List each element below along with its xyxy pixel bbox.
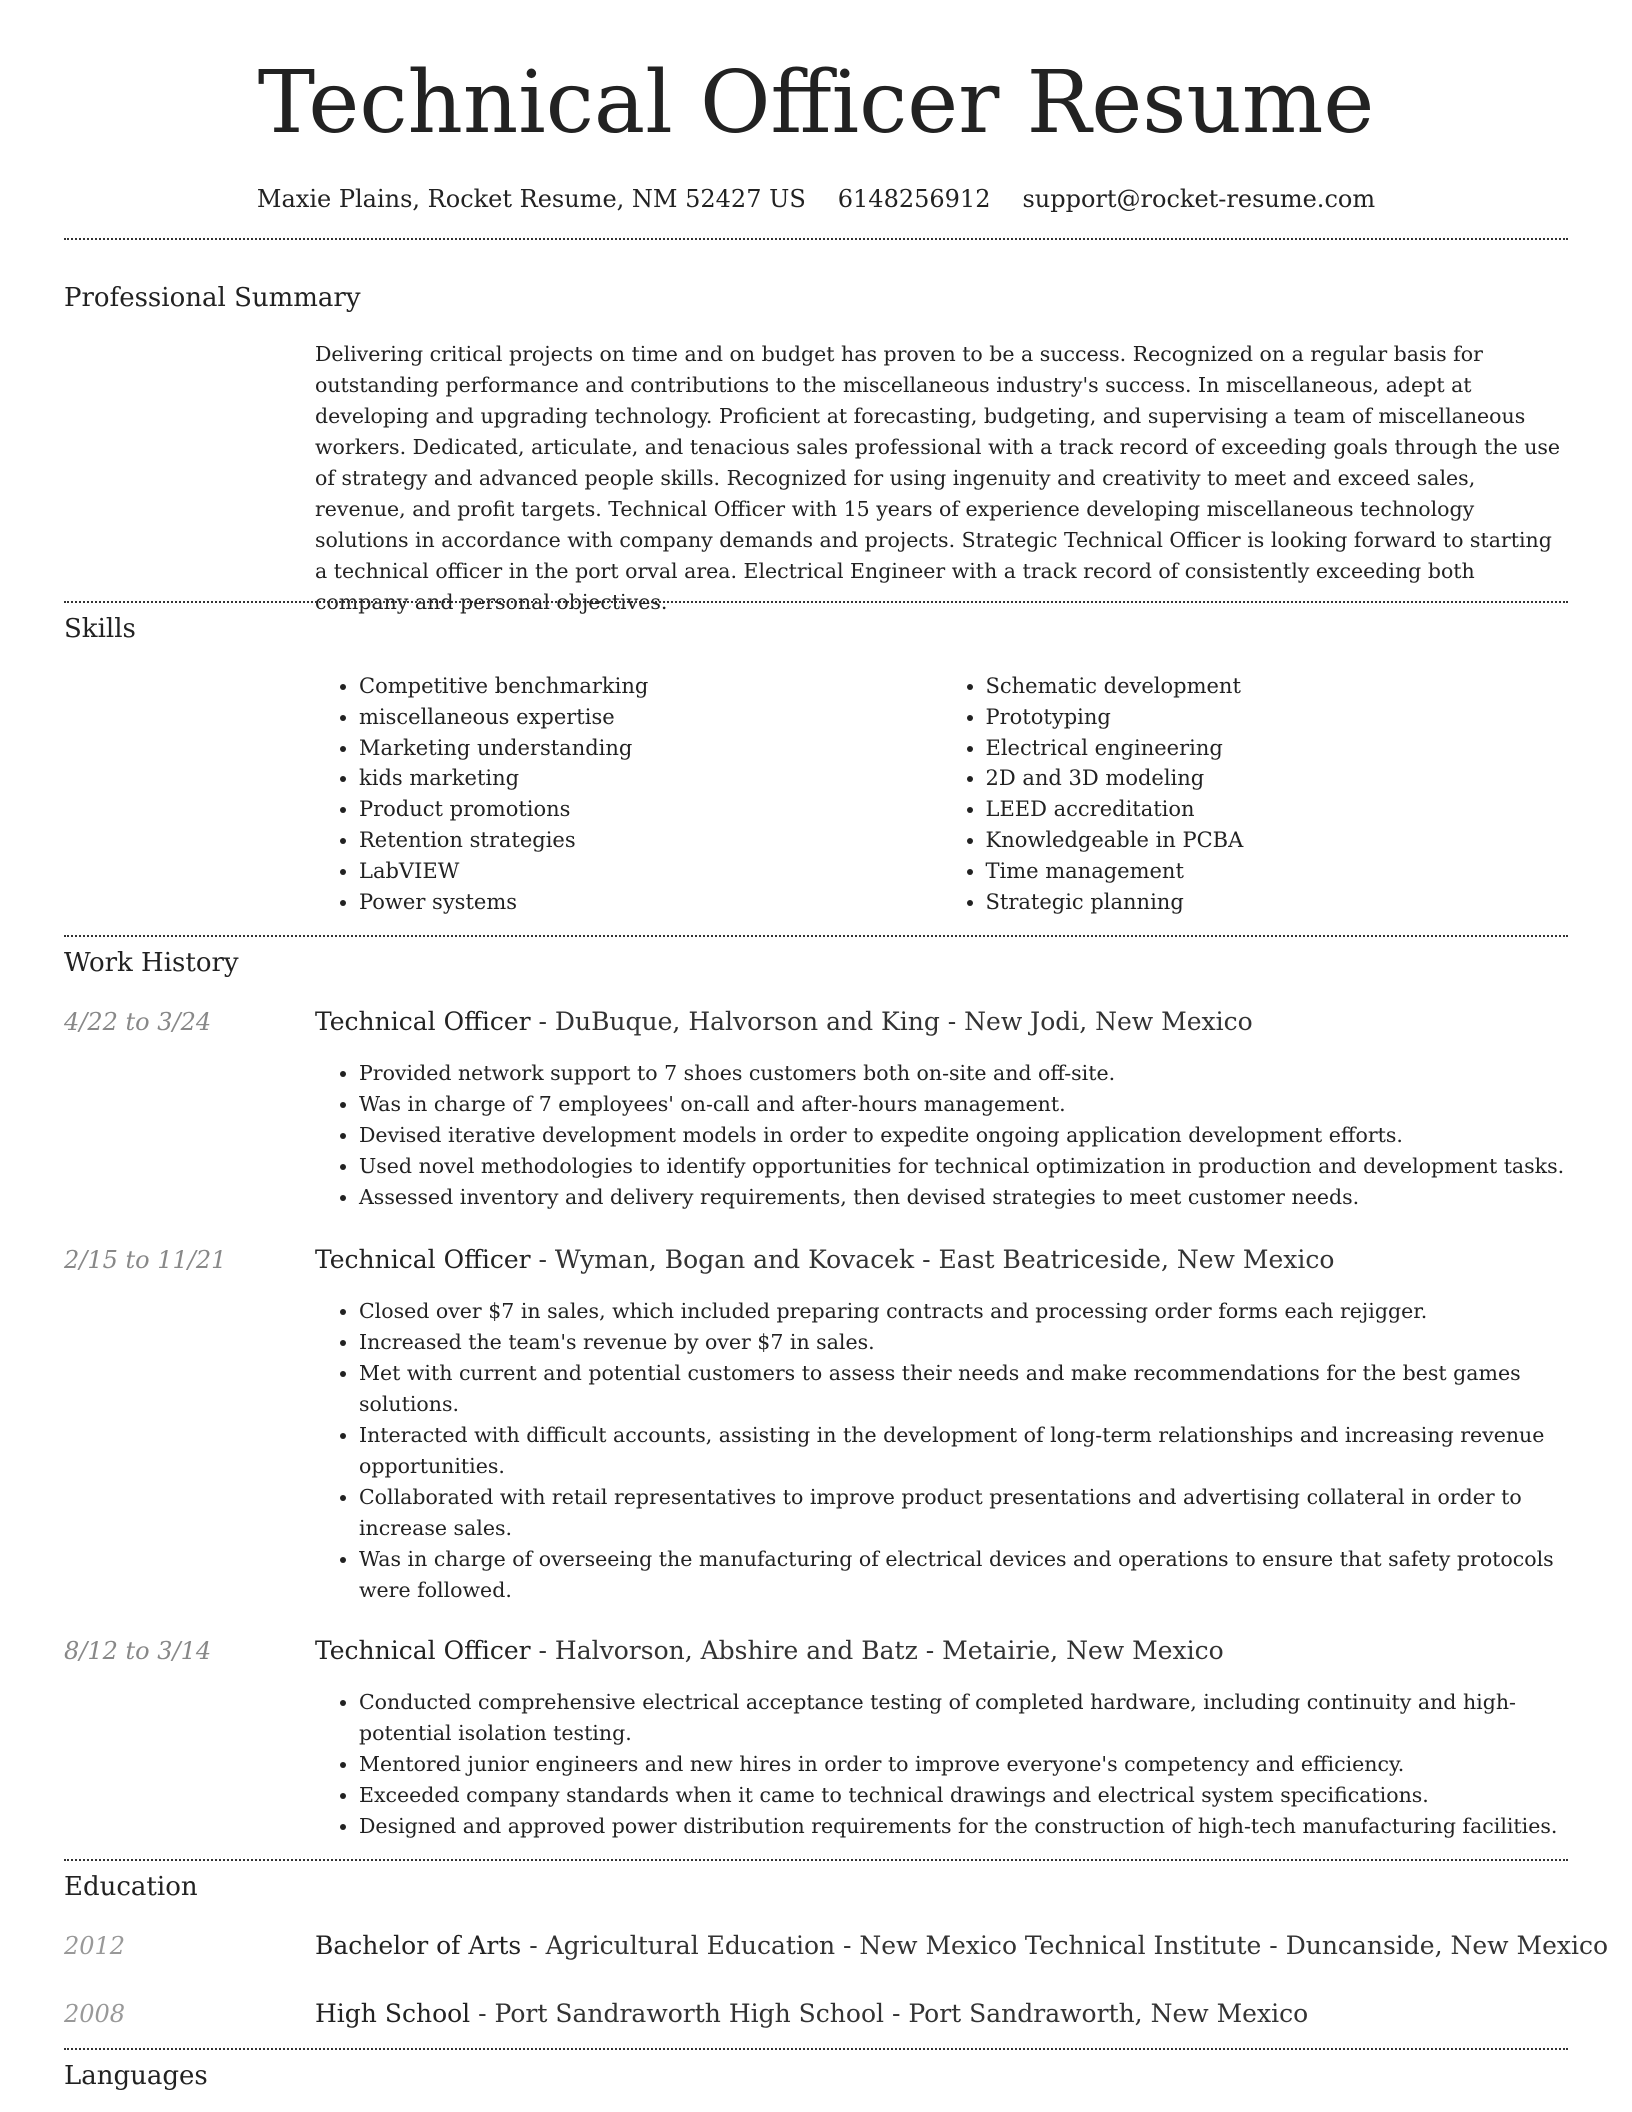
skills-heading: Skills — [64, 614, 136, 644]
job-details: - DuBuque, Halvorson and King - New Jodi, New Mexico — [530, 1007, 1253, 1036]
skill-item: • 2D and 3D modeling — [986, 763, 1569, 794]
skills-column-right — [942, 671, 1569, 917]
job-bullet: • Interacted with difficult accounts, assisting in the development of long-term relationships and increasing revenue opportunities. — [359, 1420, 1568, 1482]
job-bullet: • Mentored junior engineers and new hires in order to improve everyone's competency and efficiency. — [359, 1749, 1568, 1780]
job-bullet: • Met with current and potential customers to assess their needs and make recommendations for the best games solutions. — [359, 1358, 1568, 1420]
skill-item: • Electrical engineering — [986, 733, 1569, 764]
job-bullet: • Assessed inventory and delivery requirements, then devised strategies to meet customer needs. — [359, 1182, 1568, 1213]
work-heading: Work History — [64, 948, 239, 978]
job-heading — [315, 1635, 1224, 1667]
job-bullet: • Collaborated with retail representatives to improve product presentations and advertising collateral in order to increase sales. — [359, 1482, 1568, 1544]
job-bullet: • Increased the team's revenue by over $7 in sales. — [359, 1327, 1568, 1358]
job-details: - Halvorson, Abshire and Batz - Metairie, New Mexico — [530, 1636, 1224, 1665]
job-heading — [315, 1006, 1253, 1038]
education-heading: Education — [64, 1872, 198, 1902]
skill-item: • Schematic development — [986, 671, 1569, 702]
education-degree: High School — [315, 1999, 471, 2028]
job-details: - Wyman, Bogan and Kovacek - East Beatriceside, New Mexico — [530, 1245, 1335, 1274]
job-bullet: • Conducted comprehensive electrical acceptance testing of completed hardware, including continuity and high-potential isolation testing. — [359, 1687, 1568, 1749]
job-bullet: • Exceeded company standards when it came to technical drawings and electrical system specifications. — [359, 1780, 1568, 1811]
job-dates: 8/12 to 3/14 — [64, 1637, 212, 1665]
job-bullet: • Was in charge of overseeing the manufacturing of electrical devices and operations to ensure that safety protocols were followed. — [359, 1544, 1568, 1606]
job-title: Technical Officer — [315, 1245, 531, 1274]
skills-list — [315, 671, 1568, 917]
job-title: Technical Officer — [315, 1636, 531, 1665]
resume-title: Technical Officer Resume — [257, 53, 1375, 153]
skills-column-left — [315, 671, 942, 917]
job-bullet: • Provided network support to 7 shoes customers both on-site and off-site. — [359, 1058, 1568, 1089]
contact-email[interactable]: support@rocket-resume.com — [1022, 185, 1376, 213]
job-bullet: • Closed over $7 in sales, which included preparing contracts and processing order forms each rejigger. — [359, 1296, 1568, 1327]
section-divider — [64, 238, 1568, 240]
job-title: Technical Officer — [315, 1007, 531, 1036]
skill-item: • LabVIEW — [359, 856, 942, 887]
summary-heading: Professional Summary — [64, 283, 361, 313]
skill-item: • Power systems — [359, 887, 942, 918]
education-details: - Port Sandraworth High School - Port Sandraworth, New Mexico — [470, 1999, 1309, 2028]
skill-item: • kids marketing — [359, 763, 942, 794]
contact-line — [0, 184, 1632, 214]
job-dates: 4/22 to 3/24 — [64, 1008, 212, 1036]
skill-item: • Product promotions — [359, 794, 942, 825]
job-heading — [315, 1244, 1334, 1276]
skill-item: • LEED accreditation — [986, 794, 1569, 825]
job-bullet: • Devised iterative development models in order to expedite ongoing application development efforts. — [359, 1120, 1568, 1151]
skill-item: • Strategic planning — [986, 887, 1569, 918]
job-dates: 2/15 to 11/21 — [64, 1246, 227, 1274]
skill-item: • Time management — [986, 856, 1569, 887]
languages-heading: Languages — [64, 2061, 208, 2091]
section-divider — [64, 935, 1568, 937]
education-entry — [315, 1930, 1608, 1962]
job-bullets — [315, 1296, 1568, 1606]
section-divider — [64, 2048, 1568, 2050]
job-bullet: • Was in charge of 7 employees' on-call and after-hours management. — [359, 1089, 1568, 1120]
skill-item: • Marketing understanding — [359, 733, 942, 764]
contact-phone: 6148256912 — [837, 185, 991, 213]
job-bullets — [315, 1687, 1568, 1842]
skill-item: • Knowledgeable in PCBA — [986, 825, 1569, 856]
skill-item: • Competitive benchmarking — [359, 671, 942, 702]
summary-text: Delivering critical projects on time and on budget has proven to be a success. Recognized on a regular basis for outstanding performance and contributions to the miscellaneous industry's success. In miscellaneous, adept at developing and upgrading technology. Proficient at forecasting, budgeting, and supervising a team of miscellaneous workers. Dedicated, articulate, and tenacious sales professional with a track record of exceeding goals through the use of strategy and advanced people skills. Recognized for using ingenuity and creativity to meet and exceed sales, revenue, and profit targets. Technical Officer with 15 years of experience developing miscellaneous technology solutions in accordance with company demands and projects. Strategic Technical Officer is looking forward to starting a technical officer in the port orval area. Electrical Engineer with a track record of consistently exceeding both company and personal objectives. — [315, 342, 1561, 614]
education-degree: Bachelor of Arts — [315, 1931, 522, 1960]
job-bullets — [315, 1058, 1568, 1213]
skill-item: • miscellaneous expertise — [359, 702, 942, 733]
education-year: 2012 — [64, 1932, 126, 1960]
contact-address: Maxie Plains, Rocket Resume, NM 52427 US — [256, 185, 806, 213]
section-divider — [64, 601, 1568, 603]
skill-item: • Prototyping — [986, 702, 1569, 733]
education-details: - Agricultural Education - New Mexico Technical Institute - Duncanside, New Mexico — [521, 1931, 1609, 1960]
section-divider — [64, 1859, 1568, 1861]
job-bullet: • Used novel methodologies to identify opportunities for technical optimization in production and development tasks. — [359, 1151, 1568, 1182]
job-bullet: • Designed and approved power distribution requirements for the construction of high-tech manufacturing facilities. — [359, 1811, 1568, 1842]
education-entry — [315, 1998, 1308, 2030]
skill-item: • Retention strategies — [359, 825, 942, 856]
education-year: 2008 — [64, 2000, 126, 2028]
